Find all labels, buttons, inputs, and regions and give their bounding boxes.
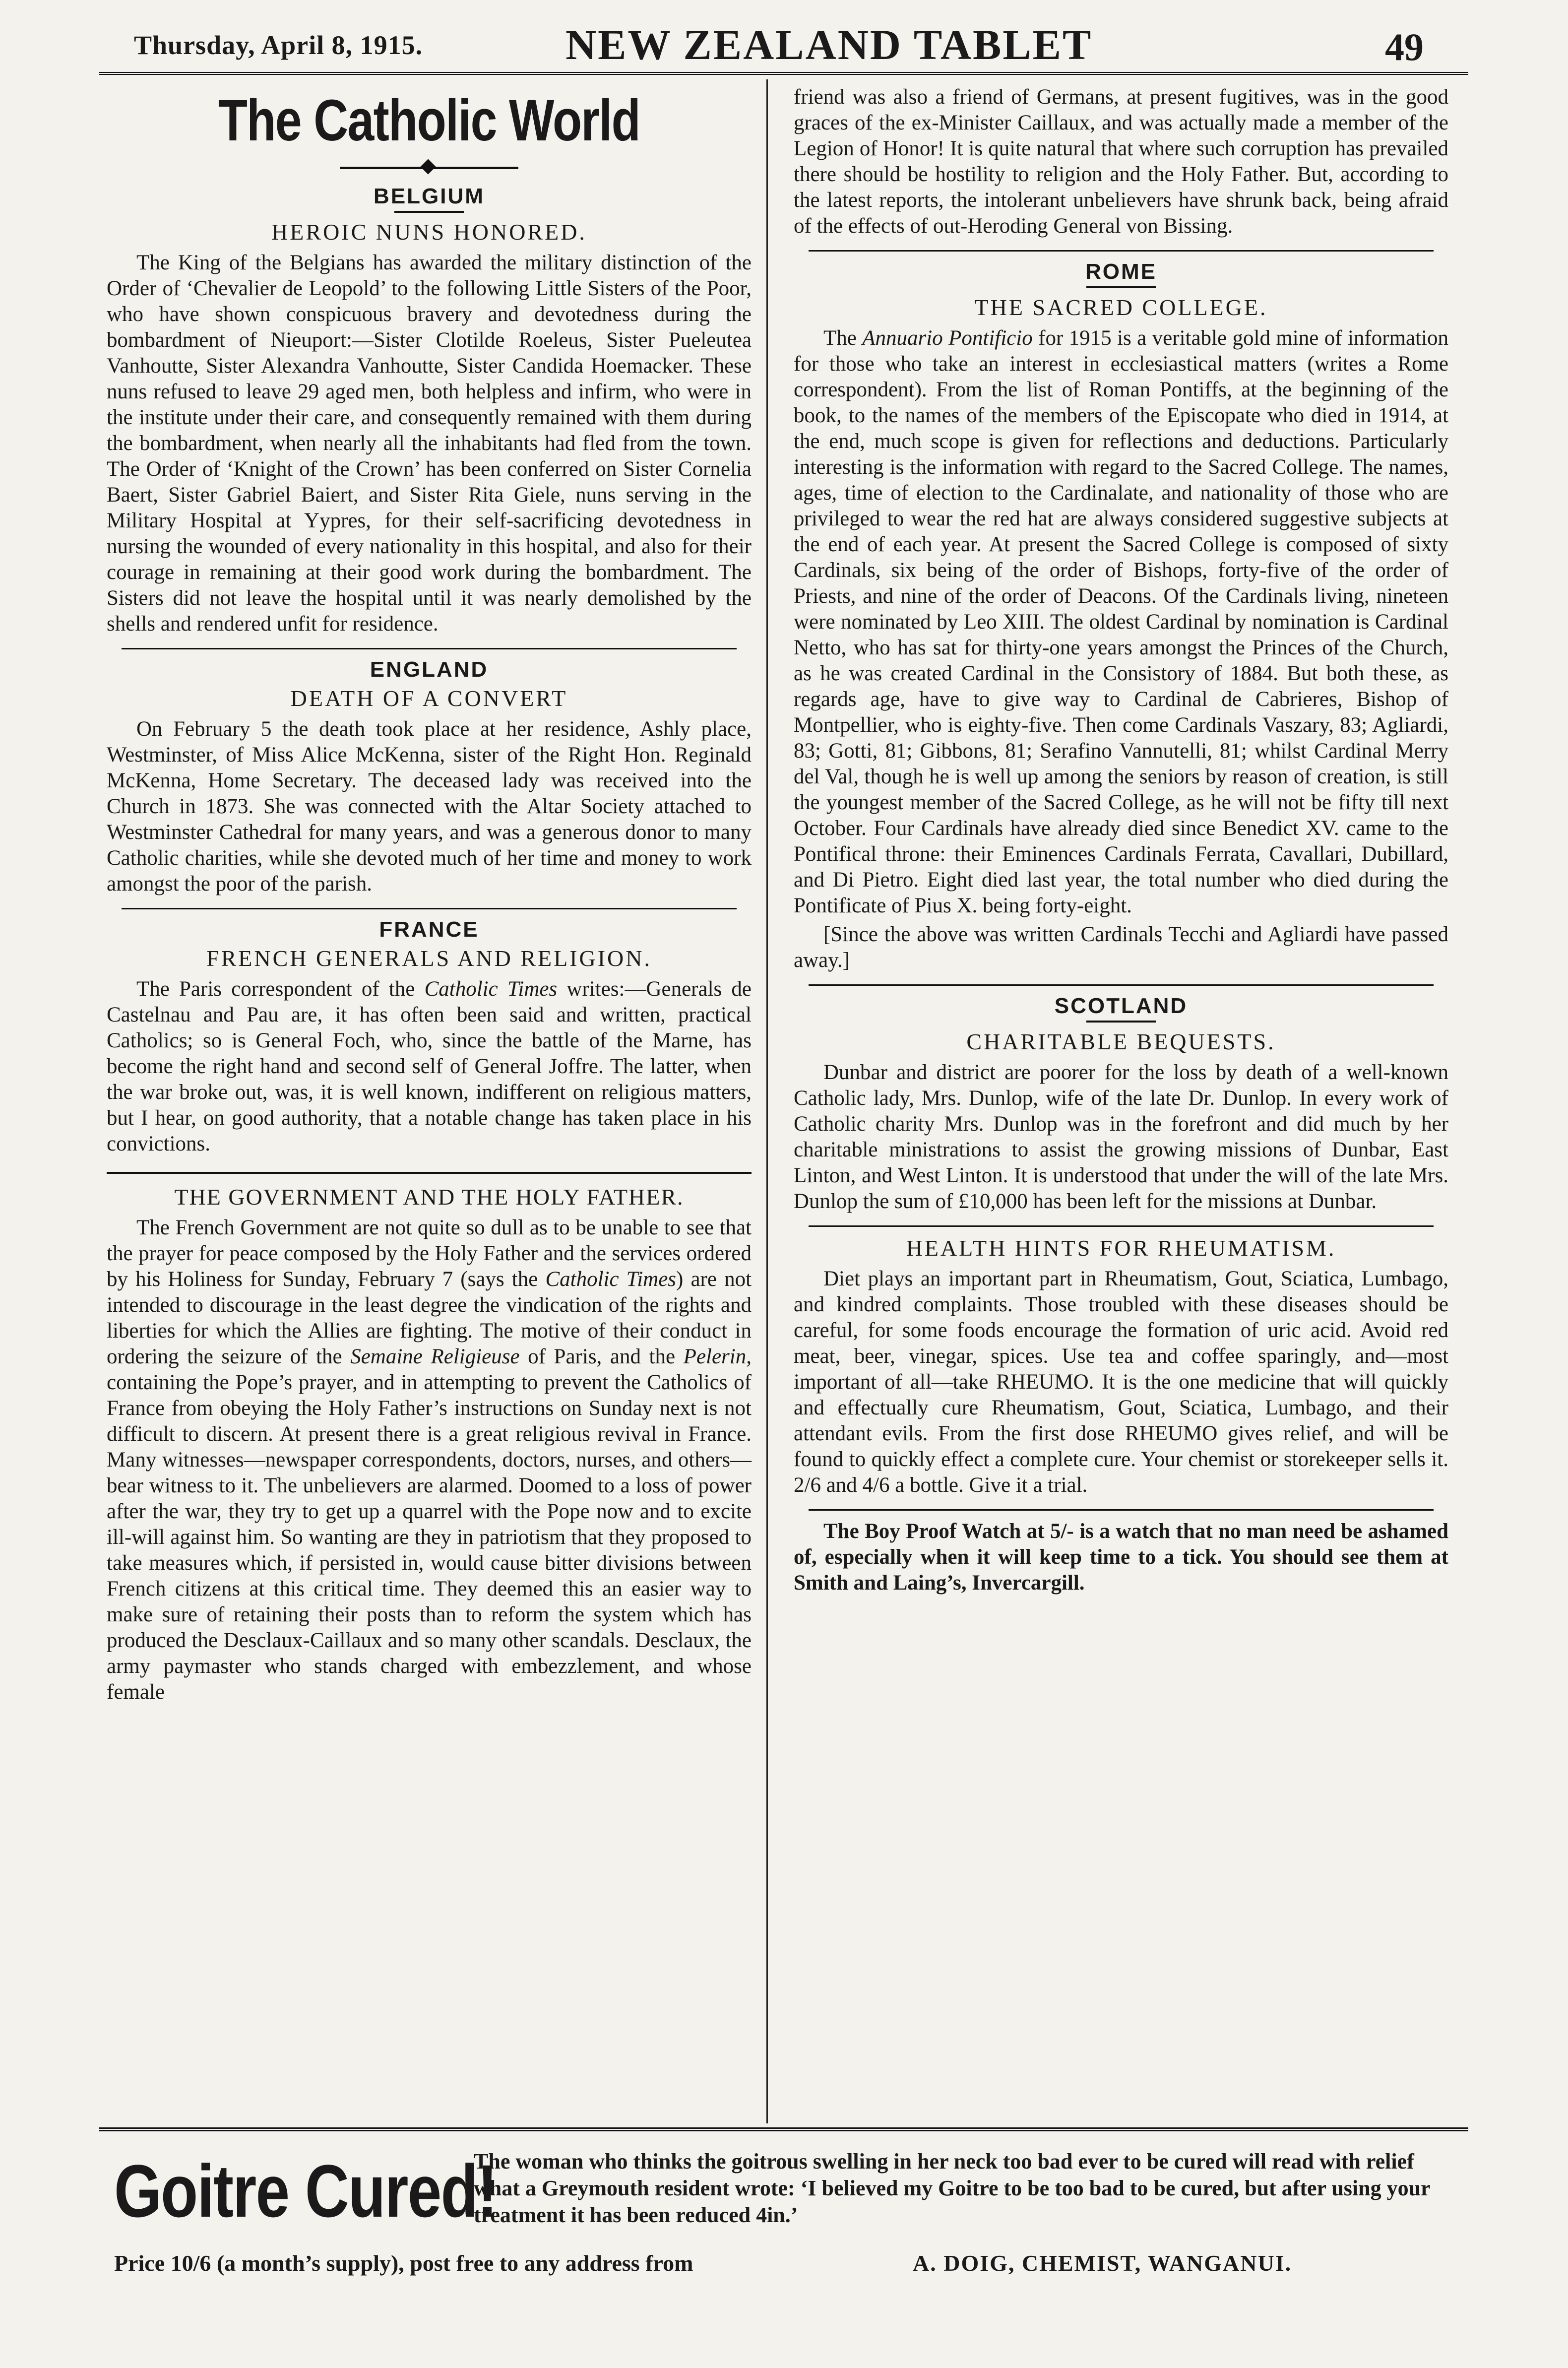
article-body: The French Government are not quite so dull as to be unable to see that the prayer for peace composed by the Holy Father and the services ordered by his Holiness for Sunday, February 7 (says the Catholic Times) are not intended to discourage in the least degree the vindication of the rights and liberties for which the Allies are fighting. The motive of their conduct in ordering the seizure of the Semaine Religieuse of Paris, and the Pelerin, containing the Pope’s prayer, and in attempting to prevent the Catholics of France from obeying the Holy Father’s instructions on Sunday next is not difficult to discern. At present there is a great religious revival in France. Many witnesses—newspaper correspondents, doctors, nurses, and others—bear witness to it. The unbelievers are alarmed. Doomed to a loss of power after the war, they try to get up a quarrel with the Pope now and to excite ill-will against him. So wanting are they in patriotism that they proposed to take measures which, if persisted in, would cause bitter divisions between French citizens at this critical time. They deemed this an easier way to make sure of retaining their posts than to reform the system which has produced the Desclaux-Caillaux and so many other scandals. Desclaux, the army paymaster who stands charged with embezzlement, and whose female bbox=[107, 1216, 752, 1704]
masthead-rule bbox=[99, 72, 1468, 75]
article-heading: CHARITABLE BEQUESTS. bbox=[966, 1029, 1276, 1054]
page-title: The Catholic World bbox=[218, 88, 640, 153]
section-rome: ROME bbox=[1085, 259, 1157, 284]
article-heading: HEROIC NUNS HONORED. bbox=[271, 219, 587, 245]
article-heading: THE GOVERNMENT AND THE HOLY FATHER. bbox=[174, 1184, 684, 1210]
paper-title: NEW ZEALAND TABLET bbox=[565, 21, 1093, 68]
watch-advert: The Boy Proof Watch at 5/- is a watch that no man need be ashamed of, especially when it will keep time to a tick. You should see them at Smith and Laing’s, Invercargill. bbox=[794, 1520, 1448, 1595]
short-rule bbox=[1086, 1021, 1156, 1023]
article-body: The King of the Belgians has awarded the military distinction of the Order of ‘Chevalier de Leopold’ to the following Little Sisters of the Poor, who have shown conspicuous bravery and devotedness during the bombardment of Nieuport:—Sister Clotilde Roeleus, Sister Pueleutea Vanhoutte, Sister Alexandra Vanhoutte, Sister Candida Hoemacker. These nuns refused to leave 29 aged men, both helpless and infirm, who were in the institute under their care, and consequently remained with them during the bombardment, when nearly all the inhabitants had fled from the town. The Order of ‘Knight of the Crown’ has been conferred on Sister Cornelia Baert, Sister Gabriel Baiert, and Sister Rita Giele, nuns serving in the Military Hospital at Yypres, for their self-sacrificing devotedness in nursing the wounded of every nationality in this hospital, and also for their courage in remaining at their good work during the bombardment. The Sisters did not leave the hospital until it was nearly demolished by the shells and rendered unfit for residence. bbox=[107, 251, 752, 636]
article-heading: DEATH OF A CONVERT bbox=[290, 686, 568, 711]
goitre-advert bbox=[99, 2138, 1468, 2352]
article-continuation: friend was also a friend of Germans, at present fugitives, was in the good graces of the ex-Minister Caillaux, and was actually made a member of the Legion of Honor! It is quite natural that where such corruption has prevailed there should be hostility to religion and the Holy Father. But, according to the latest reports, the intolerant unbelievers have shrunk back, being afraid of the effects of out-Heroding General von Bissing. bbox=[794, 85, 1448, 238]
title-ornament bbox=[107, 157, 752, 177]
article-body: The Annuario Pontificio for 1915 is a veritable gold mine of information for those who take an interest in ecclesiastical matters (writes a Rome correspondent). From the list of Roman Pontiffs, at the beginning of the book, to the names of the members of the Episcopate who died in 1914, at the end, much scope is given for reflections and deductions. Particularly interesting is the information with regard to the Sacred College. The names, ages, time of election to the Cardinalate, and nationality of those who are privileged to wear the red hat are always considered suggestive subjects at the end of each year. At present the Sacred College is composed of sixty Cardinals, six being of the order of Bishops, forty-five of the order of Priests, and nine of the order of Deacons. Of the Cardinals living, nineteen were nominated by Leo XIII. The oldest Cardinal by nomination is Cardinal Netto, who has sat for thirty-one years amongst the Princes of the Church, as he was created Cardinal in the Consistory of 1884. But both these, as regards age, have to give way to Cardinal de Cabrieres, Bishop of Montpellier, who is eighty-five. Then come Cardinals Vaszary, 83; Agliardi, 83; Gotti, 81; Gibbons, 81; Serafino Vannutelli, 81; whilst Cardinal Merry del Val, though he is well up among the seniors by reason of creation, is still the youngest member of the Sacred College, as he will not be fifty till next October. Four Cardinals have already died since Benedict XV. came to the Pontifical throne: their Eminences Cardinals Ferrata, Cavallari, Dubillard, and Di Pietro. Eight died last year, the total number who died during the Pontificate of Pius X. being forty-eight. bbox=[794, 326, 1448, 917]
advert-chemist: A. DOIG, CHEMIST, WANGANUI. bbox=[913, 2250, 1292, 2276]
short-rule bbox=[1086, 286, 1156, 288]
issue-date: Thursday, April 8, 1915. bbox=[134, 30, 423, 60]
advert-body: Diet plays an important part in Rheumatism, Gout, Sciatica, Lumbago, and kindred complaints. Those troubled with these diseases should be careful, for some foods encourage the formation of uric acid. Avoid red meat, beer, vinegar, spices. Use tea and coffee sparingly, and—most important of all—take RHEUMO. It is the one medicine that will quickly and effectually cure Rheumatism, Gout, Sciatica, Lumbago, and their attendant evils. From the first dose RHEUMO gives relief, and will be found to quickly effect a complete cure. Your chemist or storekeeper sells it. 2/6 and 4/6 a bottle. Give it a trial. bbox=[794, 1267, 1448, 1497]
section-france: FRANCE bbox=[379, 917, 479, 942]
section-separator bbox=[809, 1509, 1434, 1511]
section-separator bbox=[809, 984, 1434, 986]
masthead bbox=[45, 15, 1453, 72]
column-divider bbox=[766, 79, 768, 2123]
article-heading: FRENCH GENERALS AND RELIGION. bbox=[206, 946, 652, 971]
article-heading: THE SACRED COLLEGE. bbox=[974, 295, 1268, 320]
article-heading: HEALTH HINTS FOR RHEUMATISM. bbox=[906, 1235, 1336, 1261]
article-body: The Paris correspondent of the Catholic Times writes:—Generals de Castelnau and Pau are, it has often been said and written, practical Catholics; so is General Foch, who, since the battle of the Marne, has become the right hand and second self of General Joffre. The latter, when the war broke out, was, it is well known, indifferent on religious matters, but I hear, on good authority, that a notable change has taken place in his convictions. bbox=[107, 977, 752, 1155]
section-separator bbox=[809, 250, 1434, 252]
right-column bbox=[794, 84, 1448, 1599]
section-separator bbox=[122, 908, 737, 909]
short-rule bbox=[394, 211, 464, 213]
section-separator bbox=[122, 648, 737, 649]
left-column bbox=[107, 84, 752, 1708]
editor-note: [Since the above was written Cardinals Tecchi and Agliardi have passed away.] bbox=[794, 923, 1448, 972]
section-england: ENGLAND bbox=[370, 657, 489, 682]
advert-rule bbox=[99, 2127, 1468, 2131]
section-scotland: SCOTLAND bbox=[1054, 994, 1188, 1018]
article-body: Dunbar and district are poorer for the loss by death of a well-known Catholic lady, Mrs. Dunlop, wife of the late Dr. Dunlop. In every work of Catholic charity Mrs. Dunlop was in the forefront and did much by her charitable ministrations to assist the growing missions of Dunbar, East Linton, and West Linton. It is understood that under the will of the late Mrs. Dunlop the sum of £10,000 has been left for the missions at Dunbar. bbox=[794, 1061, 1448, 1213]
page-number: 49 bbox=[1385, 25, 1424, 68]
advert-text: The woman who thinks the goitrous swelling in her neck too bad ever to be cured will read with relief what a Greymouth resident wrote: ‘I believed my Goitre to be too bad to be cured, but after using your treatment it has been reduced 4in.’ bbox=[474, 2149, 1430, 2227]
advert-headline: Goitre Cured! bbox=[114, 2149, 497, 2233]
article-body: On February 5 the death took place at her residence, Ashly place, Westminster, of Miss Alice McKenna, sister of the Right Hon. Reginald McKenna, Home Secretary. The deceased lady was received into the Church in 1873. She was connected with the Altar Society attached to Westminster Cathedral for many years, and was a generous donor to many Catholic charities, while she devoted much of her time and money to work amongst the poor of the parish. bbox=[107, 717, 752, 896]
section-belgium: BELGIUM bbox=[374, 184, 485, 208]
section-separator bbox=[107, 1172, 752, 1174]
section-separator bbox=[809, 1225, 1434, 1227]
advert-price: Price 10/6 (a month’s supply), post free to any address from bbox=[114, 2250, 693, 2276]
advert-footer bbox=[114, 2250, 1453, 2276]
